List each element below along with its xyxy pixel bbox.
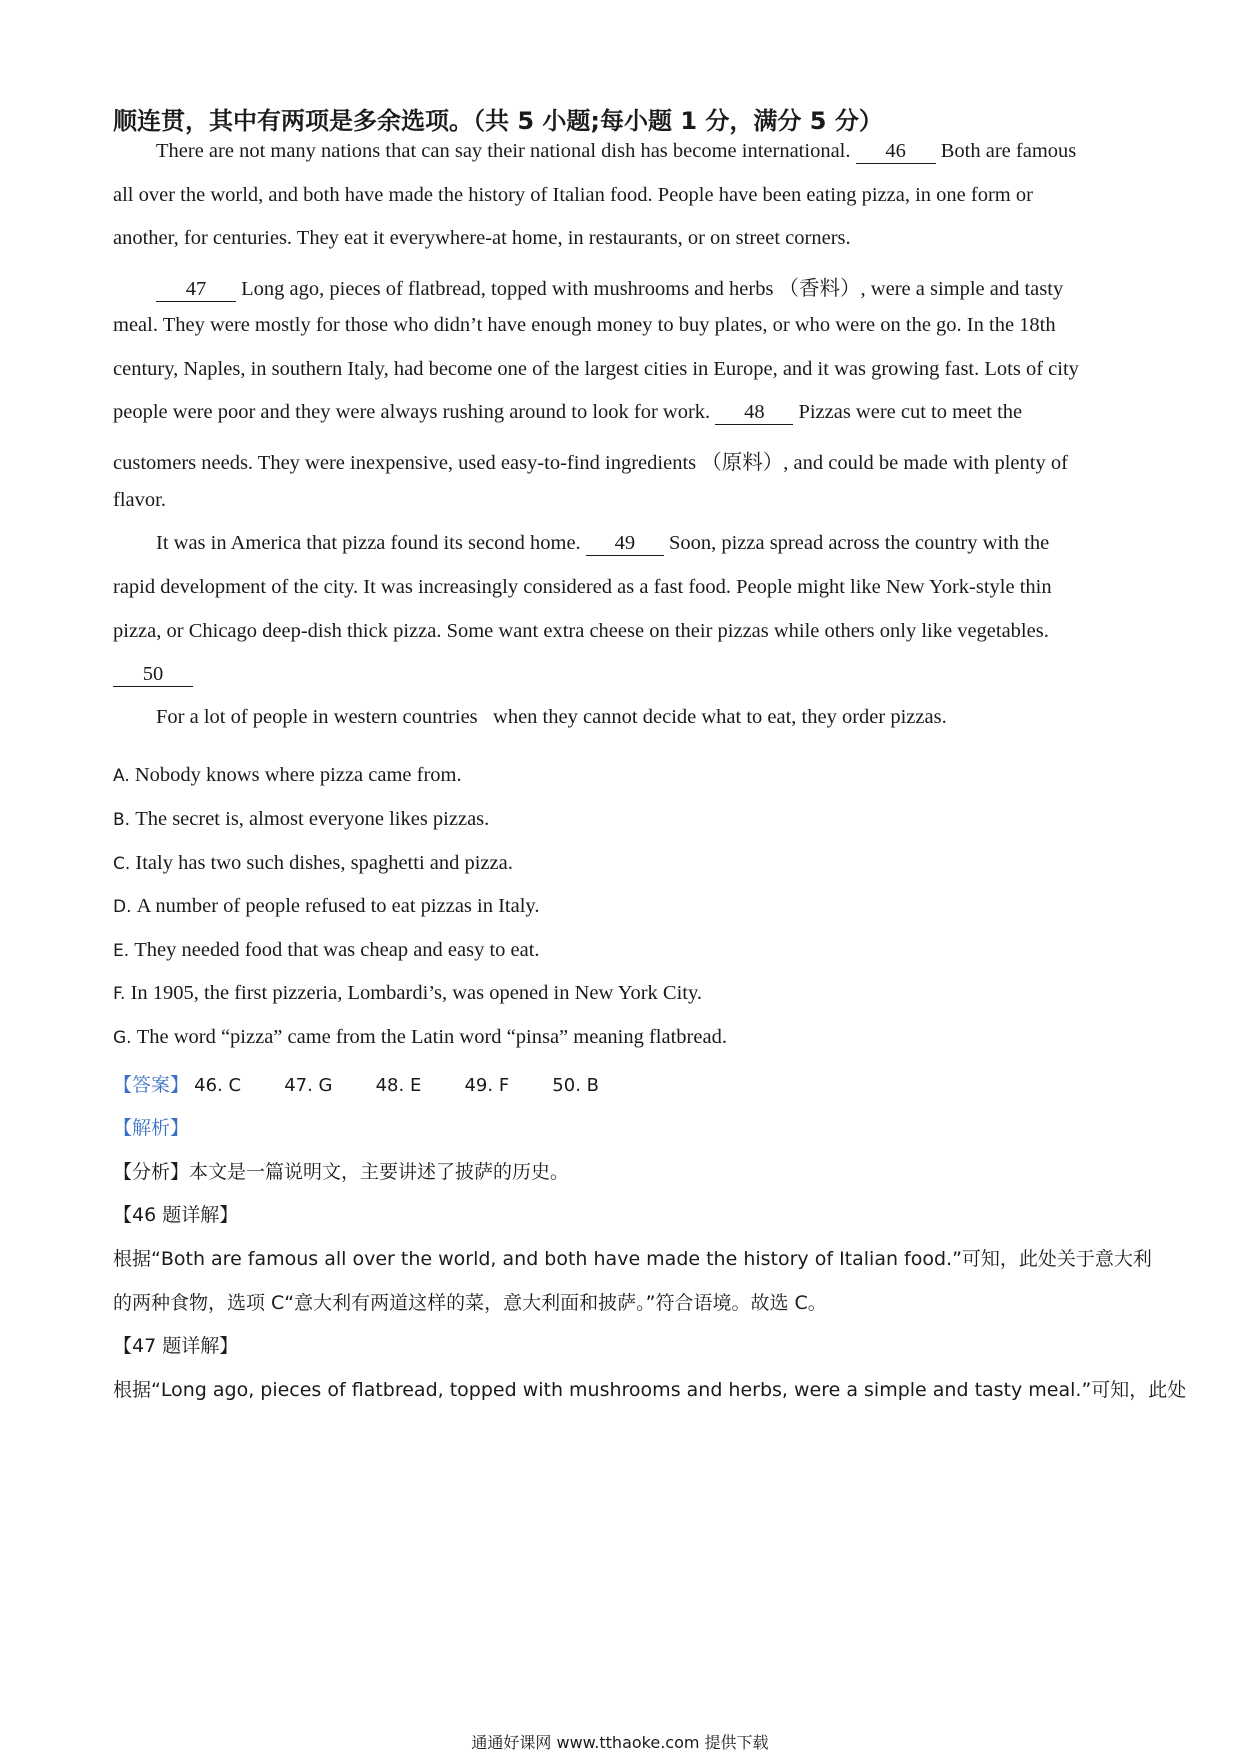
- page-footer: 通通好课网 www.tthaoke.com 提供下载: [471, 1733, 769, 1752]
- section-heading: 顺连贯，其中有两项是多余选项。（共 5 小题;每小题 1 分，满分 5 分）: [113, 107, 883, 135]
- option-text: The word “pizza” came from the Latin word “pinsa” meaning flatbread.: [136, 1026, 727, 1048]
- answer-item: 46. C: [194, 1075, 242, 1096]
- passage-line: flavor.: [113, 489, 166, 511]
- passage-line: century, Naples, in southern Italy, had become one of the largest cities in Europe, and it was growing fast. Lots of city: [113, 358, 1079, 380]
- passage-text: Long ago, pieces of flatbread, topped with mushrooms and herbs （香料）, were a simple and tasty: [241, 278, 1064, 300]
- answer-item: 50. B: [552, 1075, 599, 1096]
- detail-46-line: 根据“Both are famous all over the world, and both have made the history of Italian food.”可知，此处关于意大利: [113, 1248, 1152, 1270]
- option-letter: D.: [113, 897, 132, 917]
- passage-text: people were poor and they were always rushing around to look for work.: [113, 401, 711, 423]
- passage-text: Both are famous: [940, 140, 1077, 162]
- blank-49: 49: [586, 533, 664, 556]
- detail-46-line: 的两种食物，选项 C“意大利有两道这样的菜，意大利面和披萨。”符合语境。故选 C。: [113, 1292, 827, 1314]
- option-text: In 1905, the first pizzeria, Lombardi’s, was opened in New York City.: [130, 982, 703, 1004]
- answer-tag: 【答案】: [113, 1074, 190, 1096]
- option-b: [113, 808, 1135, 831]
- option-a: [113, 764, 1135, 787]
- blank-46: 46: [856, 141, 936, 164]
- passage-text: Pizzas were cut to meet the: [798, 401, 1023, 423]
- detail-47-title: 【47 题详解】: [113, 1335, 239, 1357]
- option-d: [113, 895, 1135, 918]
- option-c: [113, 852, 1135, 875]
- passage-line: For a lot of people in western countries when they cannot decide what to eat, they order pizzas.: [156, 706, 947, 728]
- passage-line: pizza, or Chicago deep-dish thick pizza. Some want extra cheese on their pizzas while others only like vegetables.: [113, 620, 1049, 642]
- passage-line: [113, 663, 1135, 687]
- option-letter: E.: [113, 941, 130, 961]
- option-letter: A.: [113, 766, 130, 786]
- passage-line: rapid development of the city. It was increasingly considered as a fast food. People might like New York-style thin: [113, 576, 1052, 598]
- option-letter: B.: [113, 810, 131, 830]
- detail-47-line: 根据“Long ago, pieces of flatbread, topped with mushrooms and herbs, were a simple and tasty meal.”可知，此处: [113, 1379, 1187, 1401]
- passage-line: another, for centuries. They eat it everywhere-at home, in restaurants, or on street corners.: [113, 227, 851, 249]
- answer-row: [113, 1070, 1135, 1097]
- answer-item: 48. E: [375, 1075, 422, 1096]
- answer-item: 47. G: [284, 1075, 333, 1096]
- option-f: [113, 982, 1135, 1005]
- passage-line: [156, 271, 1136, 302]
- answer-item: 49. F: [464, 1075, 510, 1096]
- blank-48: 48: [715, 402, 793, 425]
- option-text: The secret is, almost everyone likes pizzas.: [135, 808, 490, 830]
- passage-line: [156, 140, 1136, 164]
- passage-line: meal. They were mostly for those who didn’t have enough money to buy plates, or who were on the go. In the 18th: [113, 314, 1056, 336]
- passage-line: customers needs. They were inexpensive, used easy-to-find ingredients （原料）, and could be made with plenty of: [113, 452, 1068, 474]
- option-text: A number of people refused to eat pizzas in Italy.: [136, 895, 540, 917]
- passage-line: [156, 532, 1136, 556]
- analysis-tag: 【解析】: [113, 1117, 190, 1139]
- blank-47: 47: [156, 279, 236, 302]
- passage-line: all over the world, and both have made the history of Italian food. People have been eating pizza, in one form or: [113, 184, 1033, 206]
- analysis-summary: 【分析】本文是一篇说明文，主要讲述了披萨的历史。: [113, 1161, 570, 1183]
- passage-line: [113, 401, 1135, 425]
- blank-50: 50: [113, 664, 193, 687]
- passage-text: Soon, pizza spread across the country with the: [668, 532, 1050, 554]
- detail-46-title: 【46 题详解】: [113, 1204, 239, 1226]
- option-text: They needed food that was cheap and easy to eat.: [134, 939, 540, 961]
- option-letter: F.: [113, 984, 126, 1004]
- option-g: [113, 1026, 1135, 1049]
- option-text: Nobody knows where pizza came from.: [134, 764, 462, 786]
- passage-text: There are not many nations that can say their national dish has become international.: [156, 140, 851, 162]
- option-e: [113, 939, 1135, 962]
- option-text: Italy has two such dishes, spaghetti and pizza.: [135, 852, 513, 874]
- passage-text: It was in America that pizza found its second home.: [156, 532, 581, 554]
- option-letter: G.: [113, 1028, 132, 1048]
- option-letter: C.: [113, 854, 131, 874]
